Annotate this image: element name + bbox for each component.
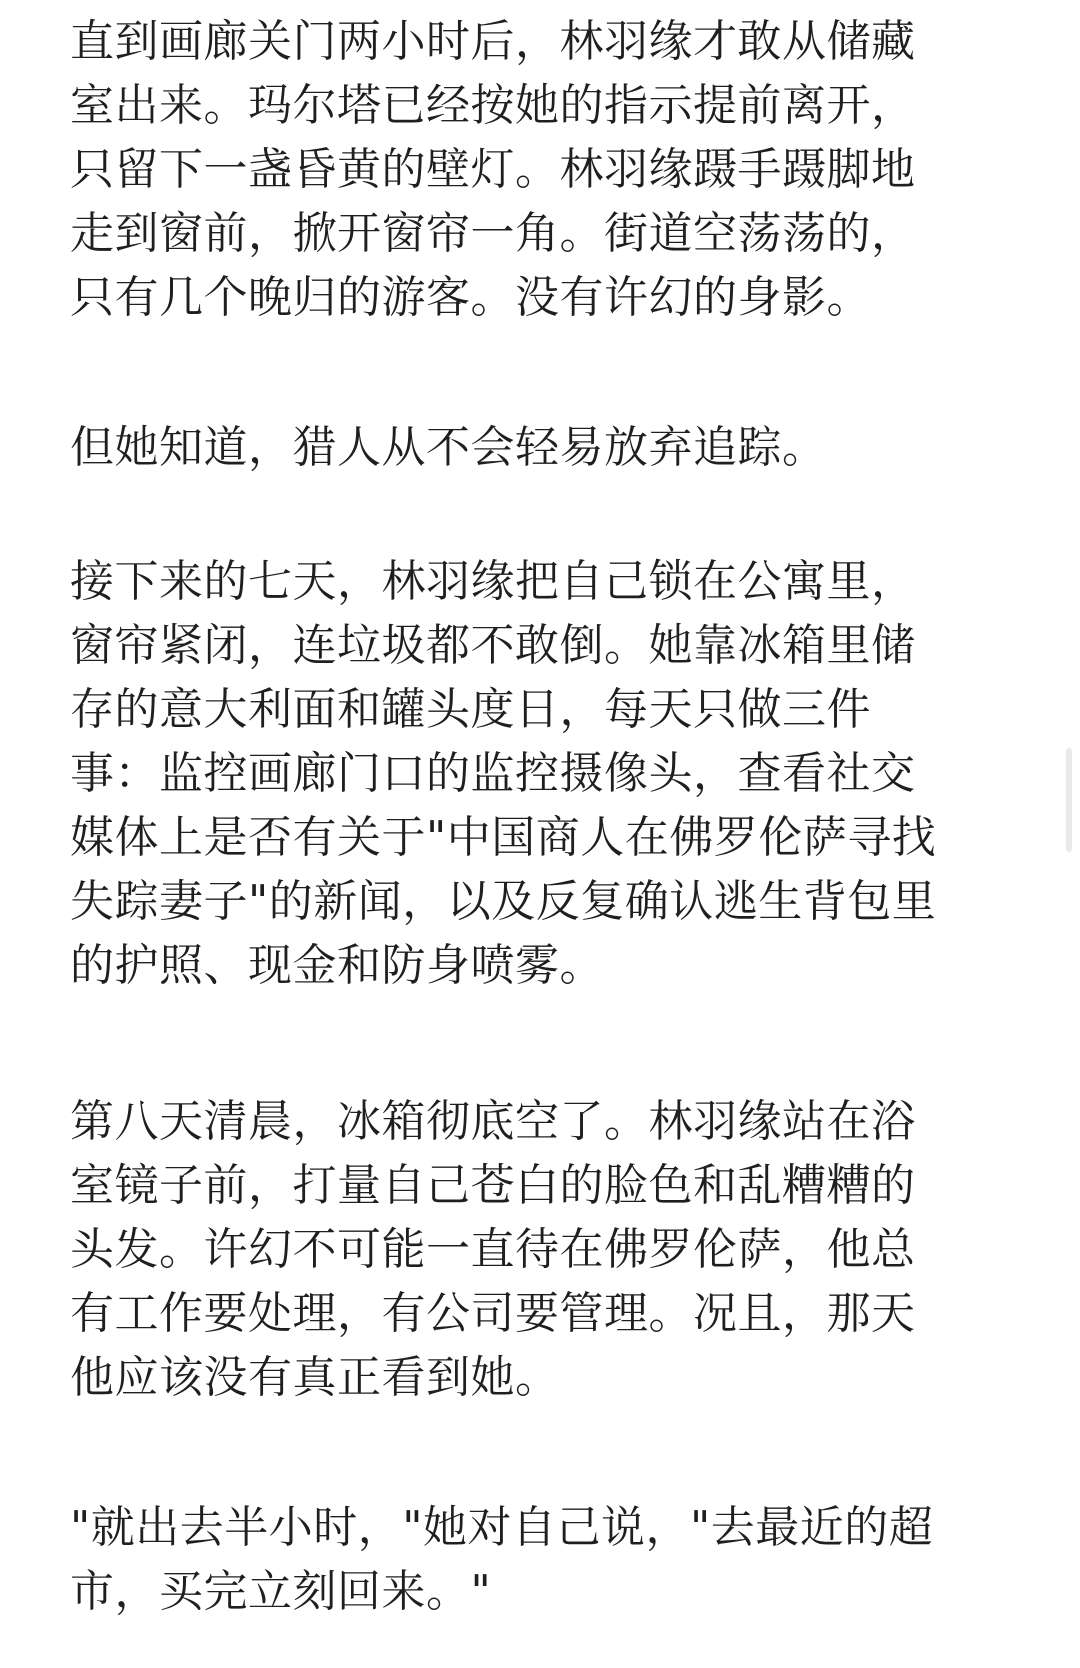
paragraph-5: [70, 1496, 1030, 1624]
text-line: 直到画廊关门两小时后，林羽缘才敢从储藏: [70, 16, 916, 67]
paragraph-1: [70, 10, 1030, 330]
text-line: "就出去半小时，"她对自己说，"去最近的超: [70, 1502, 934, 1553]
text-line: 媒体上是否有关于"中国商人在佛罗伦萨寻找: [70, 812, 937, 863]
text-line: 失踪妻子"的新闻，以及反复确认逃生背包里: [70, 876, 937, 927]
text-line: 室出来。玛尔塔已经按她的指示提前离开，: [70, 80, 916, 131]
text-line: 但她知道，猎人从不会轻易放弃追踪。: [70, 422, 827, 473]
text-line: 第八天清晨，冰箱彻底空了。林羽缘站在浴: [70, 1096, 916, 1147]
text-line: 接下来的七天，林羽缘把自己锁在公寓里，: [70, 556, 916, 607]
text-line: 只有几个晚归的游客。没有许幻的身影。: [70, 272, 871, 323]
paragraph-4: [70, 1090, 1030, 1410]
scrollbar-thumb[interactable]: [1066, 748, 1072, 852]
paragraph-3: [70, 550, 1030, 998]
text-line: 市，买完立刻回来。": [70, 1566, 492, 1617]
text-line: 存的意大利面和罐头度日，每天只做三件: [70, 684, 871, 735]
text-line: 他应该没有真正看到她。: [70, 1352, 560, 1403]
text-line: 头发。许幻不可能一直待在佛罗伦萨，他总: [70, 1224, 916, 1275]
text-line: 的护照、现金和防身喷雾。: [70, 940, 604, 991]
text-line: 走到窗前，掀开窗帘一角。街道空荡荡的，: [70, 208, 916, 259]
text-line: 只留下一盏昏黄的壁灯。林羽缘蹑手蹑脚地: [70, 144, 916, 195]
text-line: 窗帘紧闭，连垃圾都不敢倒。她靠冰箱里储: [70, 620, 916, 671]
text-line: 有工作要处理，有公司要管理。况且，那天: [70, 1288, 916, 1339]
paragraph-2: [70, 416, 1030, 480]
text-line: 室镜子前，打量自己苍白的脸色和乱糟糟的: [70, 1160, 916, 1211]
text-line: 事：监控画廊门口的监控摄像头，查看社交: [70, 748, 916, 799]
